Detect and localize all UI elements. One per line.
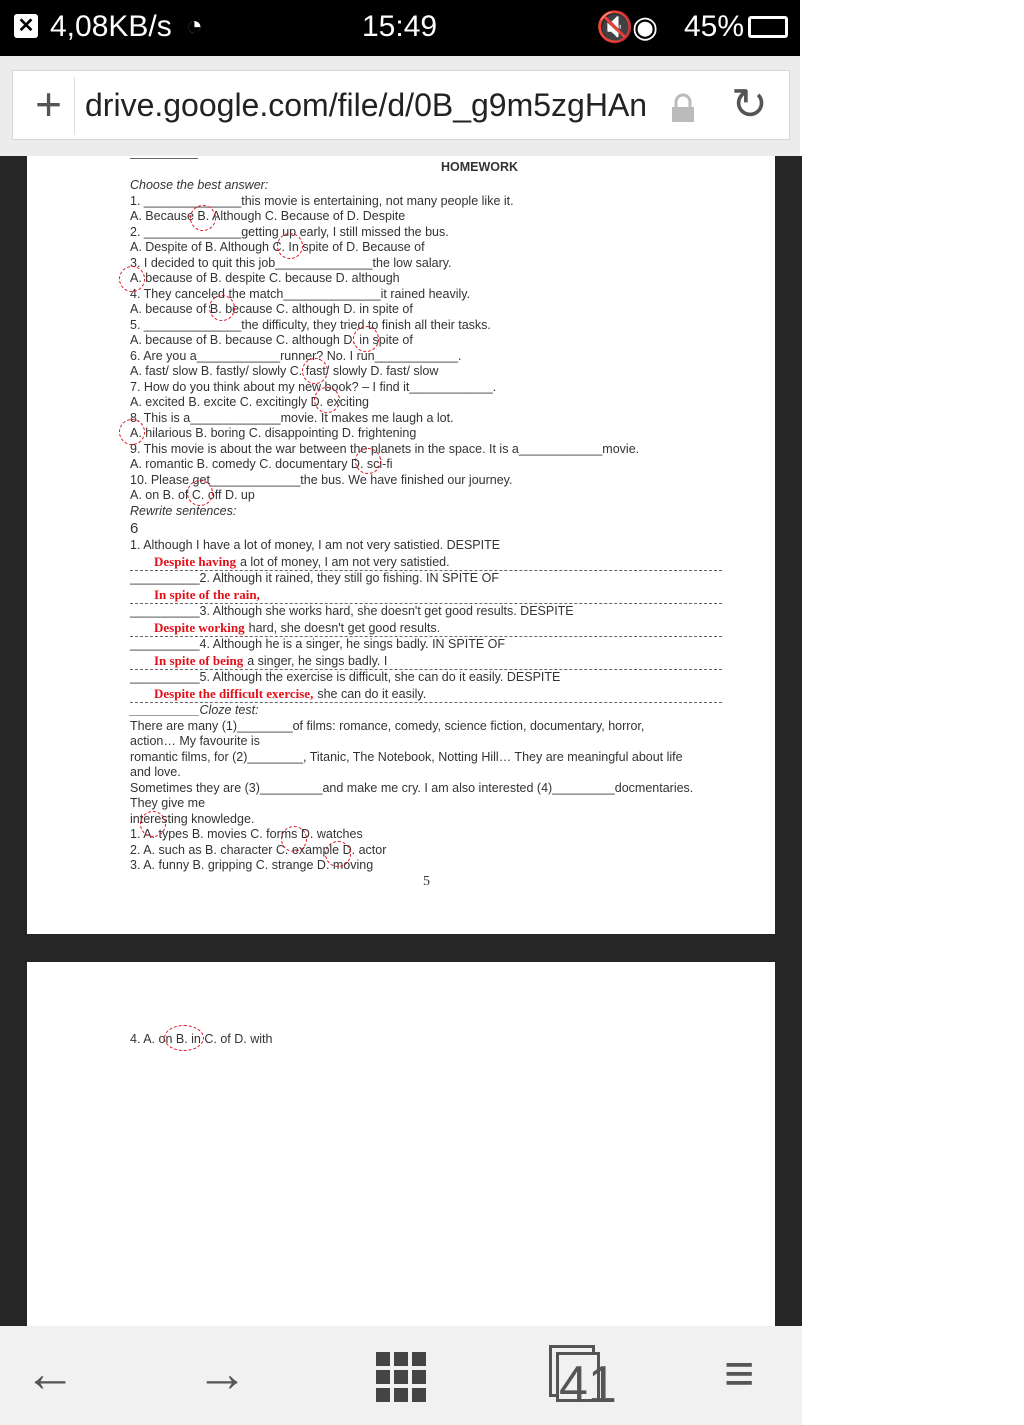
handwritten-answer: In spite of being (154, 652, 244, 668)
answer-circle (281, 826, 307, 852)
answer-circle (355, 448, 381, 474)
rewrite-answer-line (130, 686, 722, 704)
network-speed: 4,08KB/s (50, 10, 172, 43)
rewrite-answer-line (130, 653, 722, 671)
cloze-line: action… My favourite is (130, 734, 260, 748)
cloze-line: and love. (130, 765, 181, 779)
pdf-page-6 (27, 962, 775, 1326)
doc-line: 8. This is a_____________movie. It makes me laugh a lot. (130, 410, 454, 425)
rewrite-question: __________4. Although he is a singer, he sings badly. IN SPITE OF (130, 637, 506, 651)
answer-rest: she can do it easily. (317, 686, 427, 701)
doc-line: A. hilarious B. boring C. disappointing D. frightening (130, 426, 417, 440)
answer-circle (164, 1025, 204, 1051)
apps-grid-icon[interactable] (376, 1352, 426, 1402)
bottom-nav (0, 1326, 802, 1425)
rewrite-question: __________3. Although she works hard, she doesn't get good results. DESPITE (130, 604, 574, 618)
doc-line: A. because of B. because C. although D. in spite of (130, 302, 413, 316)
doc-title: HOMEWORK (441, 160, 519, 174)
divider (130, 158, 198, 159)
doc-line: A. fast/ slow B. fastly/ slowly C. fast/ slowly D. fast/ slow (130, 364, 439, 378)
doc-line: A. on B. of C. off D. up (130, 488, 255, 502)
doc-line: A. excited B. excite C. excitingly D. exciting (130, 395, 369, 409)
handwritten-answer: In spite of the rain, (154, 586, 260, 602)
notification-icon: ✕ (14, 14, 38, 38)
pdf-viewer[interactable] (0, 156, 802, 1326)
doc-line: 4. They canceled the match______________it rained heavily. (130, 286, 471, 301)
doc-line: 5. ______________the difficulty, they tried to finish all their tasks. (130, 317, 491, 332)
pdf-page-5 (27, 156, 775, 934)
new-tab-plus-icon[interactable]: + (23, 77, 75, 135)
answer-circle (140, 811, 166, 837)
answer-rest: hard, she doesn't get good results. (248, 620, 441, 635)
cloze-line: 3. A. funny B. gripping C. strange D. moving (130, 858, 374, 872)
answer-circle (119, 419, 145, 445)
cloze-line: 2. A. such as B. character C. example D. actor (130, 842, 387, 857)
eye-icon: ◉ (632, 11, 659, 44)
rewrite-question: 1. Although I have a lot of money, I am not very satistied. DESPITE (130, 538, 501, 552)
answer-circle (325, 841, 351, 867)
doc-line: 3. I decided to quit this job______________the low salary. (130, 255, 452, 270)
address-bar-area (0, 56, 800, 156)
doc-line: 4. A. on B. in C. of D. with (130, 1032, 273, 1046)
answer-circle (277, 233, 303, 259)
doc-line: 2. ______________getting up early, I still missed the bus. (130, 224, 449, 239)
answer-circle (190, 205, 216, 231)
rewrite-question: __________2. Although it rained, they still go fishing. IN SPITE OF (130, 571, 499, 585)
doc-line: A. romantic B. comedy C. documentary D. sci-fi (130, 457, 393, 471)
cloze-line: 1. A. types B. movies C. forms D. watches (130, 827, 363, 841)
lock-icon (668, 93, 698, 123)
doc-line: 10. Please get_____________the bus. We have finished our journey. (130, 472, 513, 487)
answer-circle (187, 480, 213, 506)
doc-line: 7. How do you think about my new book? – I find it____________. (130, 379, 497, 394)
doc-line: 6. Are you a____________runner? No. I run____________. (130, 348, 462, 363)
battery-icon (748, 16, 788, 38)
clock: 15:49 (362, 10, 438, 43)
doc-line: 9. This movie is about the war between the planets in the space. It is a____________movie. (130, 441, 640, 456)
rewrite-answer-line (130, 620, 722, 638)
answer-rest: a singer, he sings badly. I (247, 653, 388, 668)
answer-circle (302, 358, 328, 384)
doc-body (130, 178, 722, 874)
handwritten-answer: Despite working (154, 619, 245, 635)
answer-circle (209, 295, 235, 321)
rewrite-answer-line (130, 554, 722, 572)
doc-line: A. Because B. Although C. Because of D. Despite (130, 209, 406, 223)
answer-circle (119, 266, 145, 292)
cloze-line: romantic films, for (2)________, Titanic, The Notebook, Notting Hill… They are meaningful about life (130, 749, 683, 764)
section-number: 6 (130, 520, 139, 537)
doc-line: A. because of B. because C. although D. in spite of (130, 333, 413, 347)
cloze-line: There are many (1)________of films: romance, comedy, science fiction, documentary, horror, (130, 718, 645, 733)
cloze-line: interesting knowledge. (130, 811, 255, 826)
doc-line: Choose the best answer: (130, 178, 269, 192)
doc-line: A. Despite of B. Although C. In spite of D. Because of (130, 240, 425, 254)
page-number: 5 (423, 874, 430, 889)
rewrite-question: __________5. Although the exercise is difficult, she can do it easily. DESPITE (130, 670, 561, 684)
address-bar[interactable] (12, 70, 790, 140)
battery-percent: 45% (684, 10, 745, 43)
doc-line: A. because of B. despite C. because D. although (130, 271, 400, 285)
answer-circle (314, 387, 340, 413)
cloze-title: __________Cloze test: (130, 703, 259, 717)
wifi-icon: ◔ (186, 10, 203, 41)
reload-icon[interactable]: ↻ (731, 80, 768, 129)
menu-icon[interactable]: ≡ (724, 1345, 755, 1403)
status-bar (0, 0, 800, 56)
cloze-line: They give me (130, 796, 206, 810)
back-arrow-icon[interactable]: ← (24, 1345, 76, 1403)
handwritten-answer: Despite having (154, 553, 236, 569)
cloze-line: Sometimes they are (3)_________and make me cry. I am also interested (4)_________docmentaries. (130, 780, 694, 795)
answer-rest: a lot of money, I am not very satistied. (239, 554, 450, 569)
forward-arrow-icon[interactable]: → (196, 1345, 248, 1403)
doc-line: 1. ______________this movie is entertaining, not many people like it. (130, 193, 514, 208)
url-text[interactable]: drive.google.com/file/d/0B_g9m5zgHAn (85, 87, 648, 123)
doc-line: Rewrite sentences: (130, 503, 237, 518)
mute-icon: 🔇 (596, 11, 634, 44)
handwritten-answer: Despite the difficult exercise, (154, 685, 314, 701)
answer-circle (353, 326, 379, 352)
tabs-button[interactable]: 41 (556, 1352, 600, 1402)
rewrite-answer-line (130, 587, 722, 605)
